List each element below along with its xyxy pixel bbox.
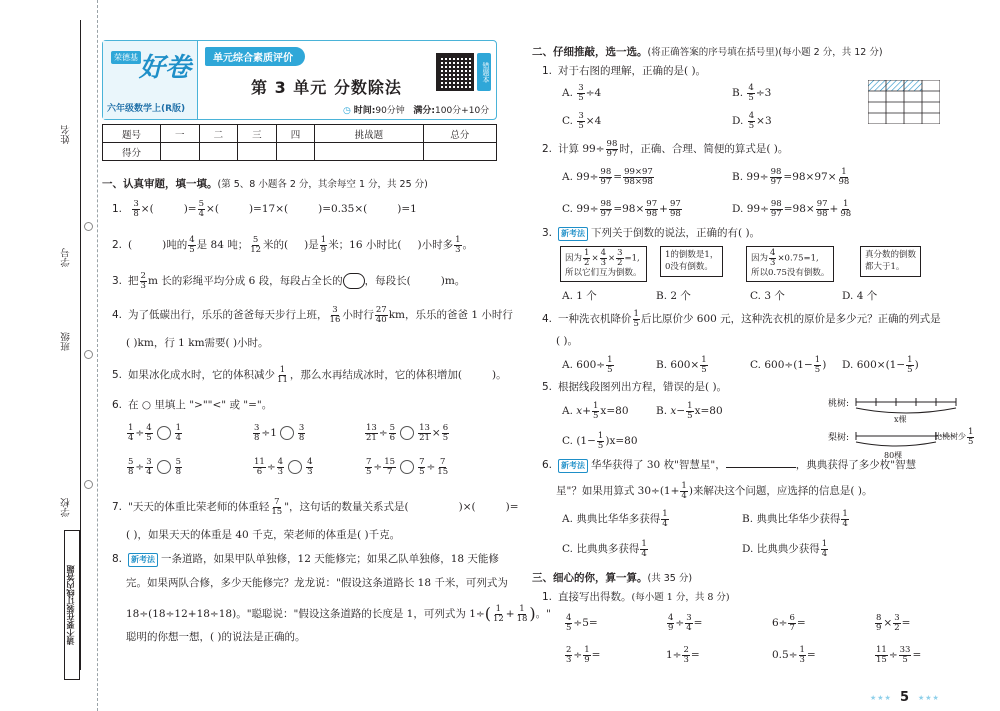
calc-item[interactable]: $\frac{2}{3}$ ÷ $\frac{1}{9}$ = xyxy=(566,645,601,665)
option-a[interactable]: A. 99÷ $\frac{98}{97}$ = $\frac{99\times 97}{98\times 98}$ xyxy=(562,167,653,187)
fraction: $\frac{27}{40}$ xyxy=(375,305,387,325)
text: 小时行 xyxy=(342,309,374,321)
comparison-item: $\frac{13}{21}$ ÷ $\frac{5}{6}$ $\frac{13}{21}$ × $\frac{6}{5}$ xyxy=(366,423,449,443)
fraction: $\frac{2}{3}$ xyxy=(140,271,146,291)
score-table-header-row xyxy=(103,125,497,143)
text: 把 xyxy=(128,275,139,287)
text: )小时多 xyxy=(417,239,454,251)
text: 星"？如果用算式 30÷ xyxy=(556,485,660,497)
new-method-tag: 新考法 xyxy=(128,553,158,567)
exam-header xyxy=(102,40,497,120)
fraction: $\frac{1}{3}$ xyxy=(455,235,461,255)
score-cell[interactable] xyxy=(315,143,423,161)
question-2-4: 4. 一种洗衣机降价 $\frac{1}{5}$ 后比原价少 600 元，这种洗衣机的原价是多少元？正确的列式是 xyxy=(542,309,941,329)
question-number: 5. xyxy=(112,369,123,381)
binding-warning: 请不要在装订线内答题 xyxy=(64,530,80,680)
score-cell[interactable] xyxy=(423,143,496,161)
question-1-2 xyxy=(112,236,473,254)
comparison-item: $\frac{11}{6}$ ÷ $\frac{4}{3}$ $\frac{4}{3}$ xyxy=(254,457,313,477)
text: ( xyxy=(128,239,133,251)
eval-banner: 单元综合素质评价 xyxy=(205,47,305,66)
text: )= xyxy=(183,203,197,215)
text: )=17×( xyxy=(248,203,289,215)
text: )×( xyxy=(458,501,476,513)
text: ×( xyxy=(206,203,219,215)
text: 一条道路，如果甲队单独修，12 天能修完；如果乙队单独修，18 天能修 xyxy=(161,553,499,565)
text: 米；16 小时比( xyxy=(328,239,402,251)
text: )= xyxy=(505,501,519,513)
question-1-4-line2: ( )km，行 1 km需要( )小时。 xyxy=(126,337,269,349)
option-c[interactable]: C. 比典典多获得 $\frac{1}{4}$ xyxy=(562,539,647,559)
text: 直接写出得数。 xyxy=(558,591,632,603)
question-1-8-line2: 完。如果两队合修，多少天能修完？龙龙说："假设这条道路长 18 千米，可列式为 xyxy=(126,577,508,589)
question-number: 7. xyxy=(112,501,123,513)
section-3-heading: 三、细心的你，算一算。 xyxy=(532,572,648,584)
decoration-stars: ★★★ xyxy=(918,694,940,702)
question-number: 8. xyxy=(112,553,123,565)
text: 是 84 吨； xyxy=(196,239,249,251)
text: 根据线段图列出方程，错误的是( )。 xyxy=(558,381,728,393)
text: )=0.35×( xyxy=(318,203,368,215)
option-c[interactable]: C. 99÷ $\frac{98}{97}$ =98× $\frac{97}{98}$ + $\frac{97}{98}$ xyxy=(562,199,681,219)
question-1-7 xyxy=(112,498,519,516)
new-method-tag: 新考法 xyxy=(558,227,588,241)
text: ，每段长( xyxy=(364,275,411,287)
comparison-blank[interactable] xyxy=(400,460,414,474)
score-table-header: 三 xyxy=(238,125,277,143)
seat-field-label: 学号 xyxy=(61,248,72,267)
fraction: $\frac{1}{11}$ xyxy=(277,365,288,385)
binding-margin xyxy=(0,0,98,711)
comparison-item: $\frac{5}{8}$ ÷ $\frac{3}{4}$ $\frac{5}{8}$ xyxy=(128,457,182,477)
full-score-label: 满分: xyxy=(413,106,435,116)
question-1-7-line2: ( )，如果天天的体重是 40 千克，荣老师的体重是( )千克。 xyxy=(126,529,401,541)
section-1-note: (第 5、8 小题各 2 分，其余每空 1 分，共 25 分) xyxy=(217,179,428,190)
option-a[interactable]: A. 典典比华华多获得 $\frac{1}{4}$ xyxy=(562,509,668,529)
question-2-3 xyxy=(542,226,760,242)
fraction: $\frac{3}{8}$ xyxy=(133,199,139,219)
text: ，典典获得了多少枚"智慧 xyxy=(795,459,917,471)
calc-item[interactable]: $\frac{8}{9}$ × $\frac{3}{2}$ = xyxy=(876,613,911,633)
class-field-label: 班级 xyxy=(61,332,72,351)
time-value: 90分钟 xyxy=(375,106,405,116)
option-c[interactable]: C. 600÷(1− $\frac{1}{5}$ ) xyxy=(750,355,827,375)
section-3-title xyxy=(532,570,692,585)
text: 下列关于倒数的说法，正确的有( )。 xyxy=(591,227,761,239)
diagram-80-label: 80棵 xyxy=(884,451,903,460)
question-number: 6. xyxy=(112,399,123,411)
brand-tag: 荣德基 xyxy=(111,51,141,64)
calc-item[interactable]: 6÷ $\frac{6}{7}$ = xyxy=(772,613,806,633)
option-d[interactable]: D. $\frac{4}{5}$ ×3 xyxy=(732,111,772,131)
question-number: 6. xyxy=(542,459,553,471)
statement-box-1: 因为 $\frac{1}{2}$ × $\frac{4}{3}$ × $\frac{3}{2}$ =1, 所以它们互为倒数。 xyxy=(560,246,647,282)
section-2-heading: 二、仔细推敲，选一选。 xyxy=(532,46,648,58)
text: 来解决这个问题，应选择的信息是( )。 xyxy=(692,485,873,497)
option-a[interactable]: A. $\frac{3}{5}$ ÷4 xyxy=(562,83,602,103)
section-1-heading: 一、认真审题，填一填。 xyxy=(102,178,218,190)
text: 在 ○ 里填上 ">""<" 或 "="。 xyxy=(128,399,273,411)
fraction: $\frac{5}{4}$ xyxy=(198,199,205,219)
option-d[interactable]: D. 比典典少获得 $\frac{1}{4}$ xyxy=(742,539,828,559)
question-number: 2. xyxy=(542,143,553,155)
score-table-header: 四 xyxy=(276,125,315,143)
question-1-6 xyxy=(112,398,272,414)
option-c[interactable]: C. 3 个 xyxy=(750,290,785,302)
new-method-tag: 新考法 xyxy=(558,459,588,473)
time-label: 时间: xyxy=(353,106,376,116)
binding-hole xyxy=(84,480,93,489)
option-d[interactable]: D. 600×(1− $\frac{1}{5}$ ) xyxy=(842,355,919,375)
diagram-pear-label: 梨树: xyxy=(828,433,850,443)
qr-code-icon xyxy=(436,53,474,91)
error-book-tag: 错题本 xyxy=(477,53,491,91)
question-note: (每小题 1 分，共 8 分) xyxy=(631,592,730,603)
question-2-1 xyxy=(542,64,706,80)
text: km，乐乐的爸爸 1 小时行 xyxy=(388,309,513,321)
text: 18÷(18÷12+18÷18)。"聪聪说："假设这条道路的长度是 1，可列式为 1÷ xyxy=(126,608,485,620)
name-field-label: 姓名 xyxy=(61,125,72,144)
comparison-blank[interactable] xyxy=(288,460,302,474)
question-1-1 xyxy=(112,200,417,218)
brand-logo: 好卷 xyxy=(139,53,192,83)
text: 米的( xyxy=(263,239,289,251)
score-cell[interactable] xyxy=(238,143,277,161)
text: "天天的体重比荣老师的体重轻 xyxy=(128,501,270,513)
exam-time-row xyxy=(343,103,489,116)
question-number: 4. xyxy=(542,313,553,325)
score-cell[interactable] xyxy=(161,143,200,161)
text: 华华获得了 30 枚"智慧星"， xyxy=(591,459,726,471)
section-2-title xyxy=(532,44,883,59)
question-2-5 xyxy=(542,380,727,396)
calc-item[interactable]: $\frac{4}{9}$ ÷ $\frac{3}{4}$ = xyxy=(668,613,703,633)
score-table-header: 二 xyxy=(199,125,238,143)
question-1-8-line3: 18÷(18÷12+18÷18)。"聪聪说："假设这条道路的长度是 1，可列式为 1÷( $\frac{1}{12}$ + $\frac{1}{18}$ )。" xyxy=(126,604,551,624)
fraction: $\frac{1}{9}$ xyxy=(320,235,327,255)
question-2-6-line2: 星"？如果用算式 30÷(1+ $\frac{1}{4}$ )来解决这个问题，应选择的信息是( )。 xyxy=(556,481,873,501)
comparison-blank[interactable] xyxy=(280,426,294,440)
text: 后比原价少 600 元，这种洗衣机的原价是多少元？正确的列式是 xyxy=(640,313,941,325)
fraction: $\frac{7}{15}$ xyxy=(271,497,283,517)
question-number: 3. xyxy=(542,227,553,239)
option-d[interactable]: D. 4 个 xyxy=(842,290,878,302)
full-score-value: 100分+10分 xyxy=(435,106,490,116)
question-number: 2. xyxy=(112,239,123,251)
text: 时，正确、合理、简便的算式是( )。 xyxy=(619,143,789,155)
option-b[interactable]: B. 600× $\frac{1}{5}$ xyxy=(656,355,707,375)
text: )。 xyxy=(491,369,507,381)
text: 。 xyxy=(462,239,474,251)
text: )m。 xyxy=(440,275,466,287)
question-number: 5. xyxy=(542,381,553,393)
unit-title: 第 3 单元 分数除法 xyxy=(251,78,402,97)
question-number: 3. xyxy=(112,275,123,287)
option-c[interactable]: C. $\frac{3}{5}$ ×4 xyxy=(562,111,602,131)
question-number: 1. xyxy=(542,65,553,77)
text: )=1 xyxy=(397,203,417,215)
score-table xyxy=(102,124,497,161)
option-b[interactable]: B. 99÷ $\frac{98}{97}$ =98×97× $\frac{1}{98}$ xyxy=(732,167,850,187)
calc-item[interactable]: $\frac{4}{5}$ ÷5= xyxy=(566,613,598,633)
text: ，那么水再结成冰时，它的体积增加( xyxy=(289,369,462,381)
score-row-label: 得分 xyxy=(103,143,161,161)
score-table-row xyxy=(103,143,497,161)
option-a[interactable]: A. x+ $\frac{1}{5}$ x=80 xyxy=(562,401,629,421)
statement-box-2: 1的倒数是1， 0没有倒数。 xyxy=(660,246,723,277)
score-table-header: 挑战题 xyxy=(315,125,423,143)
diagram-peach-label: 桃树: xyxy=(828,399,850,409)
statement-box-4: 真分数的倒数 都大于1。 xyxy=(860,246,921,277)
option-b[interactable]: B. 典典比华华少获得 $\frac{1}{4}$ xyxy=(742,509,848,529)
comparison-item: $\frac{7}{5}$ ÷ $\frac{15}{7}$ $\frac{7}{5}$ ÷ $\frac{7}{15}$ xyxy=(366,457,449,477)
calc-item[interactable]: $\frac{11}{15}$ ÷ $\frac{33}{5}$ = xyxy=(876,645,922,665)
question-2-4-line2: ( )。 xyxy=(556,335,579,347)
comparison-item: $\frac{3}{8}$ ÷1 $\frac{3}{8}$ xyxy=(254,423,305,443)
option-a[interactable]: A. 600÷ $\frac{1}{5}$ xyxy=(562,355,613,375)
binding-hole xyxy=(84,350,93,359)
question-2-6 xyxy=(542,458,916,474)
option-d[interactable]: D. 99÷ $\frac{98}{97}$ =98× $\frac{97}{98}$ + $\frac{1}{98}$ xyxy=(732,199,852,219)
clock-icon: ◷ xyxy=(343,106,351,116)
text: 。" xyxy=(535,608,551,620)
option-b[interactable]: B. $\frac{4}{5}$ ÷3 xyxy=(732,83,772,103)
section-1-title xyxy=(102,176,428,191)
comparison-blank[interactable] xyxy=(157,460,171,474)
text: "，这句话的数量关系式是( xyxy=(284,501,409,513)
section-2-note: (将正确答案的序号填在括号里)(每小题 2 分，共 12 分) xyxy=(647,47,883,58)
fraction: $\frac{4}{5}$ xyxy=(189,235,195,255)
school-field-label: 学校 xyxy=(61,498,72,517)
text: 计算 99÷ xyxy=(558,143,605,155)
calc-item[interactable]: 0.5÷ $\frac{1}{3}$ = xyxy=(772,645,816,665)
fraction: $\frac{3}{16}$ xyxy=(329,305,341,325)
statement-box-3: 因为 $\frac{4}{3}$ ×0.75=1, 所以0.75没有倒数。 xyxy=(746,246,834,282)
text: 一种洗衣机降价 xyxy=(558,313,632,325)
question-2-2: 2. 计算 99÷ $\frac{98}{97}$ 时，正确、合理、简便的算式是( )。 xyxy=(542,139,789,159)
question-1-4 xyxy=(112,306,513,324)
diagram-x-label: x棵 xyxy=(894,415,907,424)
grid-figure xyxy=(868,80,940,124)
option-c[interactable]: C. (1− $\frac{1}{5}$ )x=80 xyxy=(562,431,638,451)
page-number: 5 xyxy=(900,690,910,705)
question-1-8-line4: 聪明的你想一想，( )的说法是正确的。 xyxy=(126,631,306,643)
decoration-stars: ★★★ xyxy=(870,694,892,702)
section-3-note: (共 35 分) xyxy=(647,573,693,584)
text: 为了低碳出行，乐乐的爸爸每天步行上班， xyxy=(128,309,328,321)
answer-line[interactable] xyxy=(726,467,796,468)
question-number: 4. xyxy=(112,309,123,321)
question-1-5 xyxy=(112,366,507,384)
score-table-header: 总分 xyxy=(423,125,496,143)
score-table-header: 题号 xyxy=(103,125,161,143)
option-b[interactable]: B. x− $\frac{1}{5}$ x=80 xyxy=(656,401,723,421)
text: m 长的彩绳平均分成 6 段，每段占全长的 xyxy=(147,275,343,287)
grade-label: 六年级数学上(R版) xyxy=(107,104,186,114)
question-1-8 xyxy=(112,552,499,568)
left-page xyxy=(102,40,551,700)
comparison-item: $\frac{1}{4}$ ÷ $\frac{4}{5}$ $\frac{1}{4}$ xyxy=(128,423,182,443)
comparison-blank[interactable] xyxy=(157,426,171,440)
text: 如果冰化成水时，它的体积减少 xyxy=(128,369,276,381)
comparison-blank[interactable] xyxy=(400,426,414,440)
calc-item[interactable]: 1÷ $\frac{2}{3}$ = xyxy=(666,645,700,665)
question-3-1 xyxy=(542,590,730,606)
fraction-blank[interactable] xyxy=(343,273,365,289)
text: )是 xyxy=(304,239,319,251)
option-b[interactable]: B. 2 个 xyxy=(656,290,691,302)
question-1-3 xyxy=(112,272,465,290)
diagram-less-label: 比桃树少 $\frac{1}{5}$ xyxy=(934,427,974,447)
text: ×( xyxy=(140,203,154,215)
right-page xyxy=(532,40,987,700)
question-number: 1. xyxy=(112,203,123,215)
text: )吨的 xyxy=(162,239,188,251)
brand-block xyxy=(103,41,198,119)
score-table-header: 一 xyxy=(161,125,200,143)
fraction: $\frac{5}{12}$ xyxy=(250,235,262,255)
score-cell[interactable] xyxy=(276,143,315,161)
text: 对于右图的理解，正确的是( )。 xyxy=(558,65,707,77)
option-a[interactable]: A. 1 个 xyxy=(562,290,597,302)
binding-hole xyxy=(84,222,93,231)
question-number: 1. xyxy=(542,591,553,603)
score-cell[interactable] xyxy=(199,143,238,161)
